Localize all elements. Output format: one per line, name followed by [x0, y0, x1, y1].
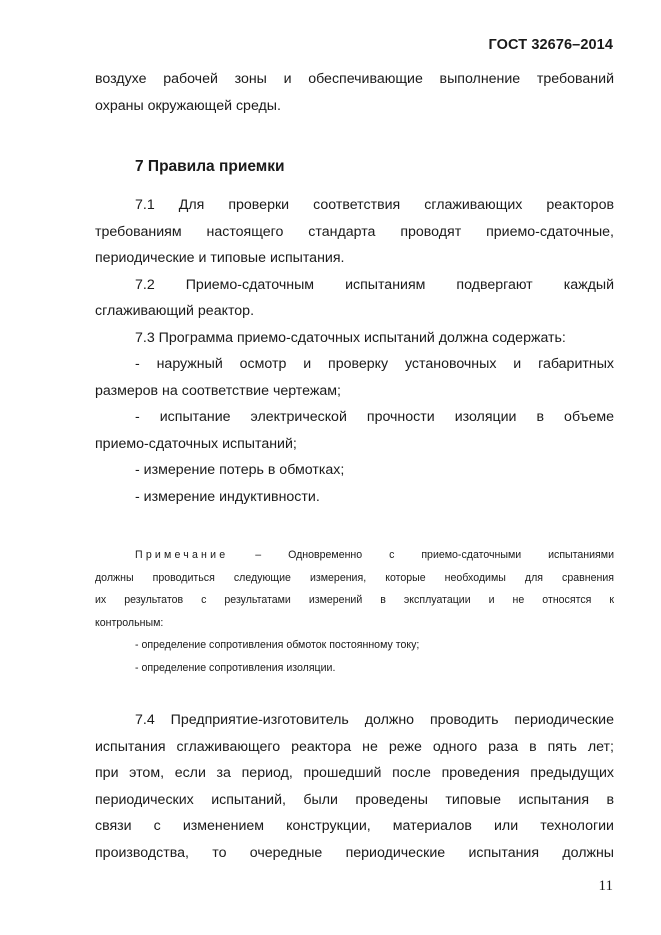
paragraph-line: связи с изменением конструкции, материалов или технологии [95, 818, 614, 834]
note-line: должны проводиться следующие измерения, которые необходимы для сравнения [95, 571, 614, 584]
paragraph-line: периодические и типовые испытания. [95, 250, 345, 266]
paragraph-line: производства, то очередные периодические испытания должны [95, 844, 614, 861]
paragraph-line: сглаживающий реактор. [95, 303, 255, 319]
note-first-text: – Одновременно с приемо-сдаточными испытаниями [228, 549, 614, 561]
intro-text [95, 66, 614, 119]
note-label: Примечание [135, 549, 229, 561]
paragraph-line: при этом, если за период, прошедший после проведения предыдущих [95, 765, 614, 781]
document-code: ГОСТ 32676–2014 [488, 37, 613, 53]
paragraph-line: испытания сглаживающего реактора не реже одного раза в пять лет; [95, 738, 614, 755]
paragraph-line: 7.1 Для проверки соответствия сглаживающих реакторов [135, 197, 614, 213]
note-first-line [95, 544, 614, 567]
note-line: их результатов с результатами измерений в эксплуатации и не относятся к [95, 594, 614, 606]
paragraph-line: 7.3 Программа приемо-сдаточных испытаний должна содержать: [135, 329, 566, 346]
text-line: охраны окружающей среды. [95, 97, 281, 114]
paragraph-line: периодических испытаний, были проведены типовые испытания в [95, 791, 614, 808]
list-item-line: - наружный осмотр и проверку установочных и габаритных [135, 356, 614, 372]
note-list-item: - определение сопротивления обмоток постоянному току; [135, 639, 420, 651]
paragraph-line: 7.2 Приемо-сдаточным испытаниям подвергают каждый [135, 276, 614, 293]
list-item-line: - измерение потерь в обмотках; [135, 462, 345, 478]
text-line: воздухе рабочей зоны и обеспечивающие выполнение требований [95, 71, 614, 87]
paragraph-line: 7.4 Предприятие-изготовитель должно проводить периодические [135, 712, 614, 728]
note-line: контрольным: [95, 616, 164, 629]
page-number: 11 [598, 878, 613, 894]
section-body [95, 192, 614, 510]
section-title: 7 Правила приемки [135, 158, 285, 175]
list-item-line: приемо-сдаточных испытаний; [95, 435, 297, 452]
list-item-line: - измерение индуктивности. [135, 488, 320, 505]
section-body-continued [95, 707, 614, 866]
note-block [95, 544, 614, 679]
note-list-item: - определение сопротивления изоляции. [135, 661, 336, 674]
paragraph-line: требованиям настоящего стандарта проводят приемо-сдаточные, [95, 223, 614, 240]
list-item-line: - испытание электрической прочности изоляции в объеме [135, 409, 614, 425]
list-item-line: размеров на соответствие чертежам; [95, 382, 341, 399]
